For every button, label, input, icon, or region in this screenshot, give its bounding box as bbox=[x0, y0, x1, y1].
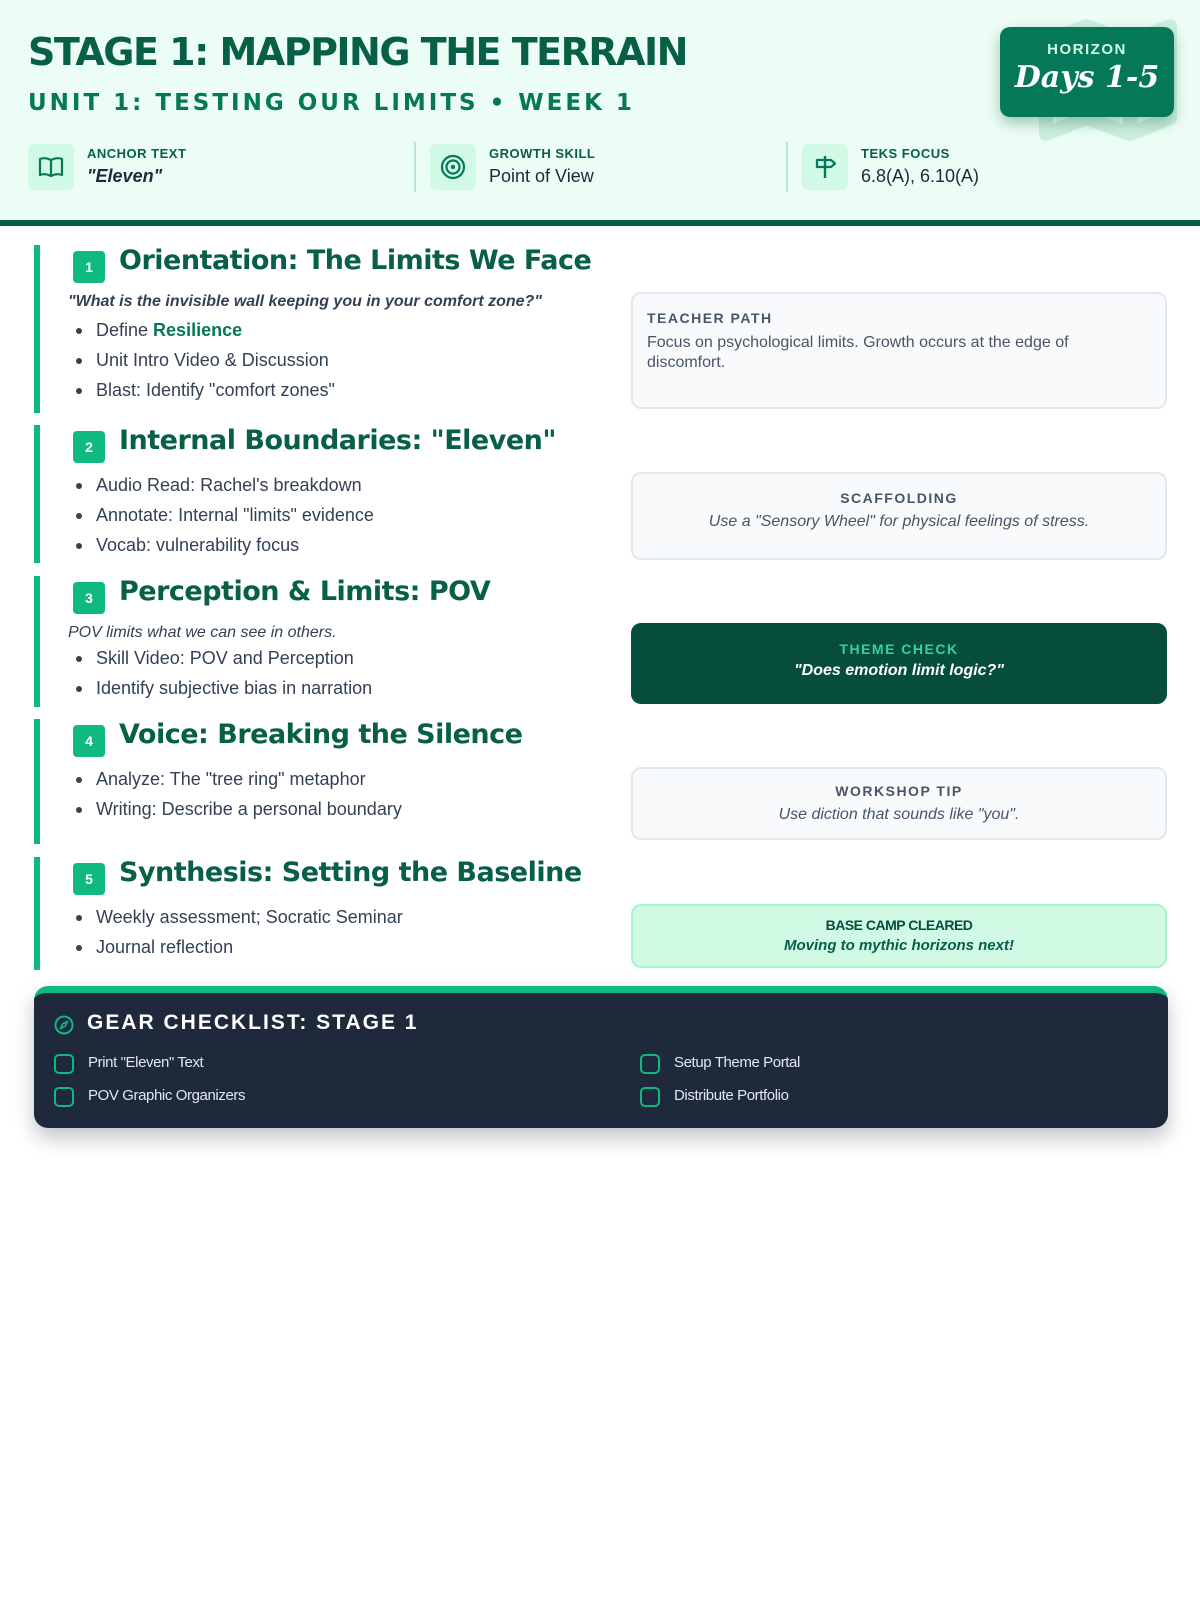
list-item: Weekly assessment; Socratic Seminar bbox=[68, 902, 403, 932]
list-item: Identify subjective bias in narration bbox=[68, 673, 372, 703]
card-label: TEACHER PATH bbox=[647, 310, 773, 326]
card-label: SCAFFOLDING bbox=[840, 490, 958, 506]
checklist-item-label: Setup Theme Portal bbox=[674, 1054, 800, 1071]
card-text: Use a "Sensory Wheel" for physical feelings of stress. bbox=[708, 513, 1090, 530]
gear-checklist bbox=[34, 986, 1168, 1128]
horizon-label: HORIZON bbox=[1047, 41, 1127, 58]
list-item: Blast: Identify "comfort zones" bbox=[68, 375, 335, 405]
list-item: Annotate: Internal "limits" evidence bbox=[68, 500, 374, 530]
day-number-badge: 5 bbox=[73, 863, 105, 895]
meta-label: ANCHOR TEXT bbox=[87, 146, 187, 161]
unit-subtitle: UNIT 1: TESTING OUR LIMITS • WEEK 1 bbox=[28, 90, 635, 116]
list-item: Writing: Describe a personal boundary bbox=[68, 794, 402, 824]
list-item: Journal reflection bbox=[68, 932, 403, 962]
page-title: STAGE 1: MAPPING THE TERRAIN bbox=[28, 30, 687, 74]
list-item: Vocab: vulnerability focus bbox=[68, 530, 374, 560]
day-number-badge: 2 bbox=[73, 431, 105, 463]
card-text: Use diction that sounds like "you". bbox=[778, 806, 1020, 823]
target-icon bbox=[430, 144, 476, 190]
meta-label: GROWTH SKILL bbox=[489, 146, 596, 161]
meta-divider bbox=[786, 142, 788, 192]
checklist-item-label: Print "Eleven" Text bbox=[88, 1054, 204, 1071]
checkbox[interactable] bbox=[54, 1054, 74, 1074]
day-note: "What is the invisible wall keeping you in your comfort zone?" bbox=[68, 293, 542, 310]
teacher-path-card bbox=[631, 292, 1167, 409]
book-open-icon bbox=[28, 144, 74, 190]
list-item: Skill Video: POV and Perception bbox=[68, 643, 372, 673]
checkbox[interactable] bbox=[640, 1087, 660, 1107]
scaffolding-card bbox=[631, 472, 1167, 560]
day-number-badge: 4 bbox=[73, 725, 105, 757]
card-label: WORKSHOP TIP bbox=[835, 783, 963, 799]
meta-label: TEKS FOCUS bbox=[861, 146, 950, 161]
day-activity-list bbox=[68, 315, 335, 405]
signpost-icon bbox=[802, 144, 848, 190]
day-note: POV limits what we can see in others. bbox=[68, 624, 337, 641]
list-item: Audio Read: Rachel's breakdown bbox=[68, 470, 374, 500]
horizon-badge bbox=[1000, 27, 1174, 117]
base-camp-card bbox=[631, 904, 1167, 968]
list-item: Analyze: The "tree ring" metaphor bbox=[68, 764, 402, 794]
card-text: Focus on psychological limits. Growth occurs at the edge of discomfort. bbox=[647, 334, 1069, 371]
day-title: Perception & Limits: POV bbox=[119, 576, 491, 607]
horizon-days: Days 1-5 bbox=[1014, 60, 1160, 95]
meta-value: "Eleven" bbox=[87, 166, 163, 186]
list-item-text: Define bbox=[96, 320, 154, 340]
stage-header bbox=[0, 0, 1200, 226]
meta-value: Point of View bbox=[489, 166, 594, 186]
day-activity-list bbox=[68, 902, 403, 962]
list-item bbox=[68, 315, 335, 345]
list-item: Unit Intro Video & Discussion bbox=[68, 345, 335, 375]
card-text: Moving to mythic horizons next! bbox=[783, 937, 1014, 954]
day-title: Synthesis: Setting the Baseline bbox=[119, 857, 582, 888]
checklist-title: GEAR CHECKLIST: STAGE 1 bbox=[87, 1011, 419, 1034]
card-text: "Does emotion limit logic?" bbox=[794, 662, 1004, 679]
meta-divider bbox=[414, 142, 416, 192]
checkbox[interactable] bbox=[54, 1087, 74, 1107]
day-title: Voice: Breaking the Silence bbox=[119, 719, 523, 750]
theme-check-card bbox=[631, 623, 1167, 704]
day-title: Orientation: The Limits We Face bbox=[119, 245, 592, 276]
day-number-badge: 3 bbox=[73, 582, 105, 614]
highlight-term: Resilience bbox=[153, 320, 243, 340]
card-label: THEME CHECK bbox=[839, 641, 959, 657]
meta-value: 6.8(A), 6.10(A) bbox=[861, 166, 980, 186]
compass-icon bbox=[54, 1015, 74, 1035]
day-activity-list bbox=[68, 470, 374, 560]
card-label: BASE CAMP CLEARED bbox=[825, 917, 973, 933]
day-title: Internal Boundaries: "Eleven" bbox=[119, 425, 556, 456]
day-activity-list bbox=[68, 643, 372, 703]
day-activity-list bbox=[68, 764, 402, 824]
workshop-tip-card bbox=[631, 767, 1167, 840]
day-number-badge: 1 bbox=[73, 251, 105, 283]
checklist-item-label: POV Graphic Organizers bbox=[88, 1087, 246, 1104]
checklist-item-label: Distribute Portfolio bbox=[674, 1087, 789, 1104]
checkbox[interactable] bbox=[640, 1054, 660, 1074]
